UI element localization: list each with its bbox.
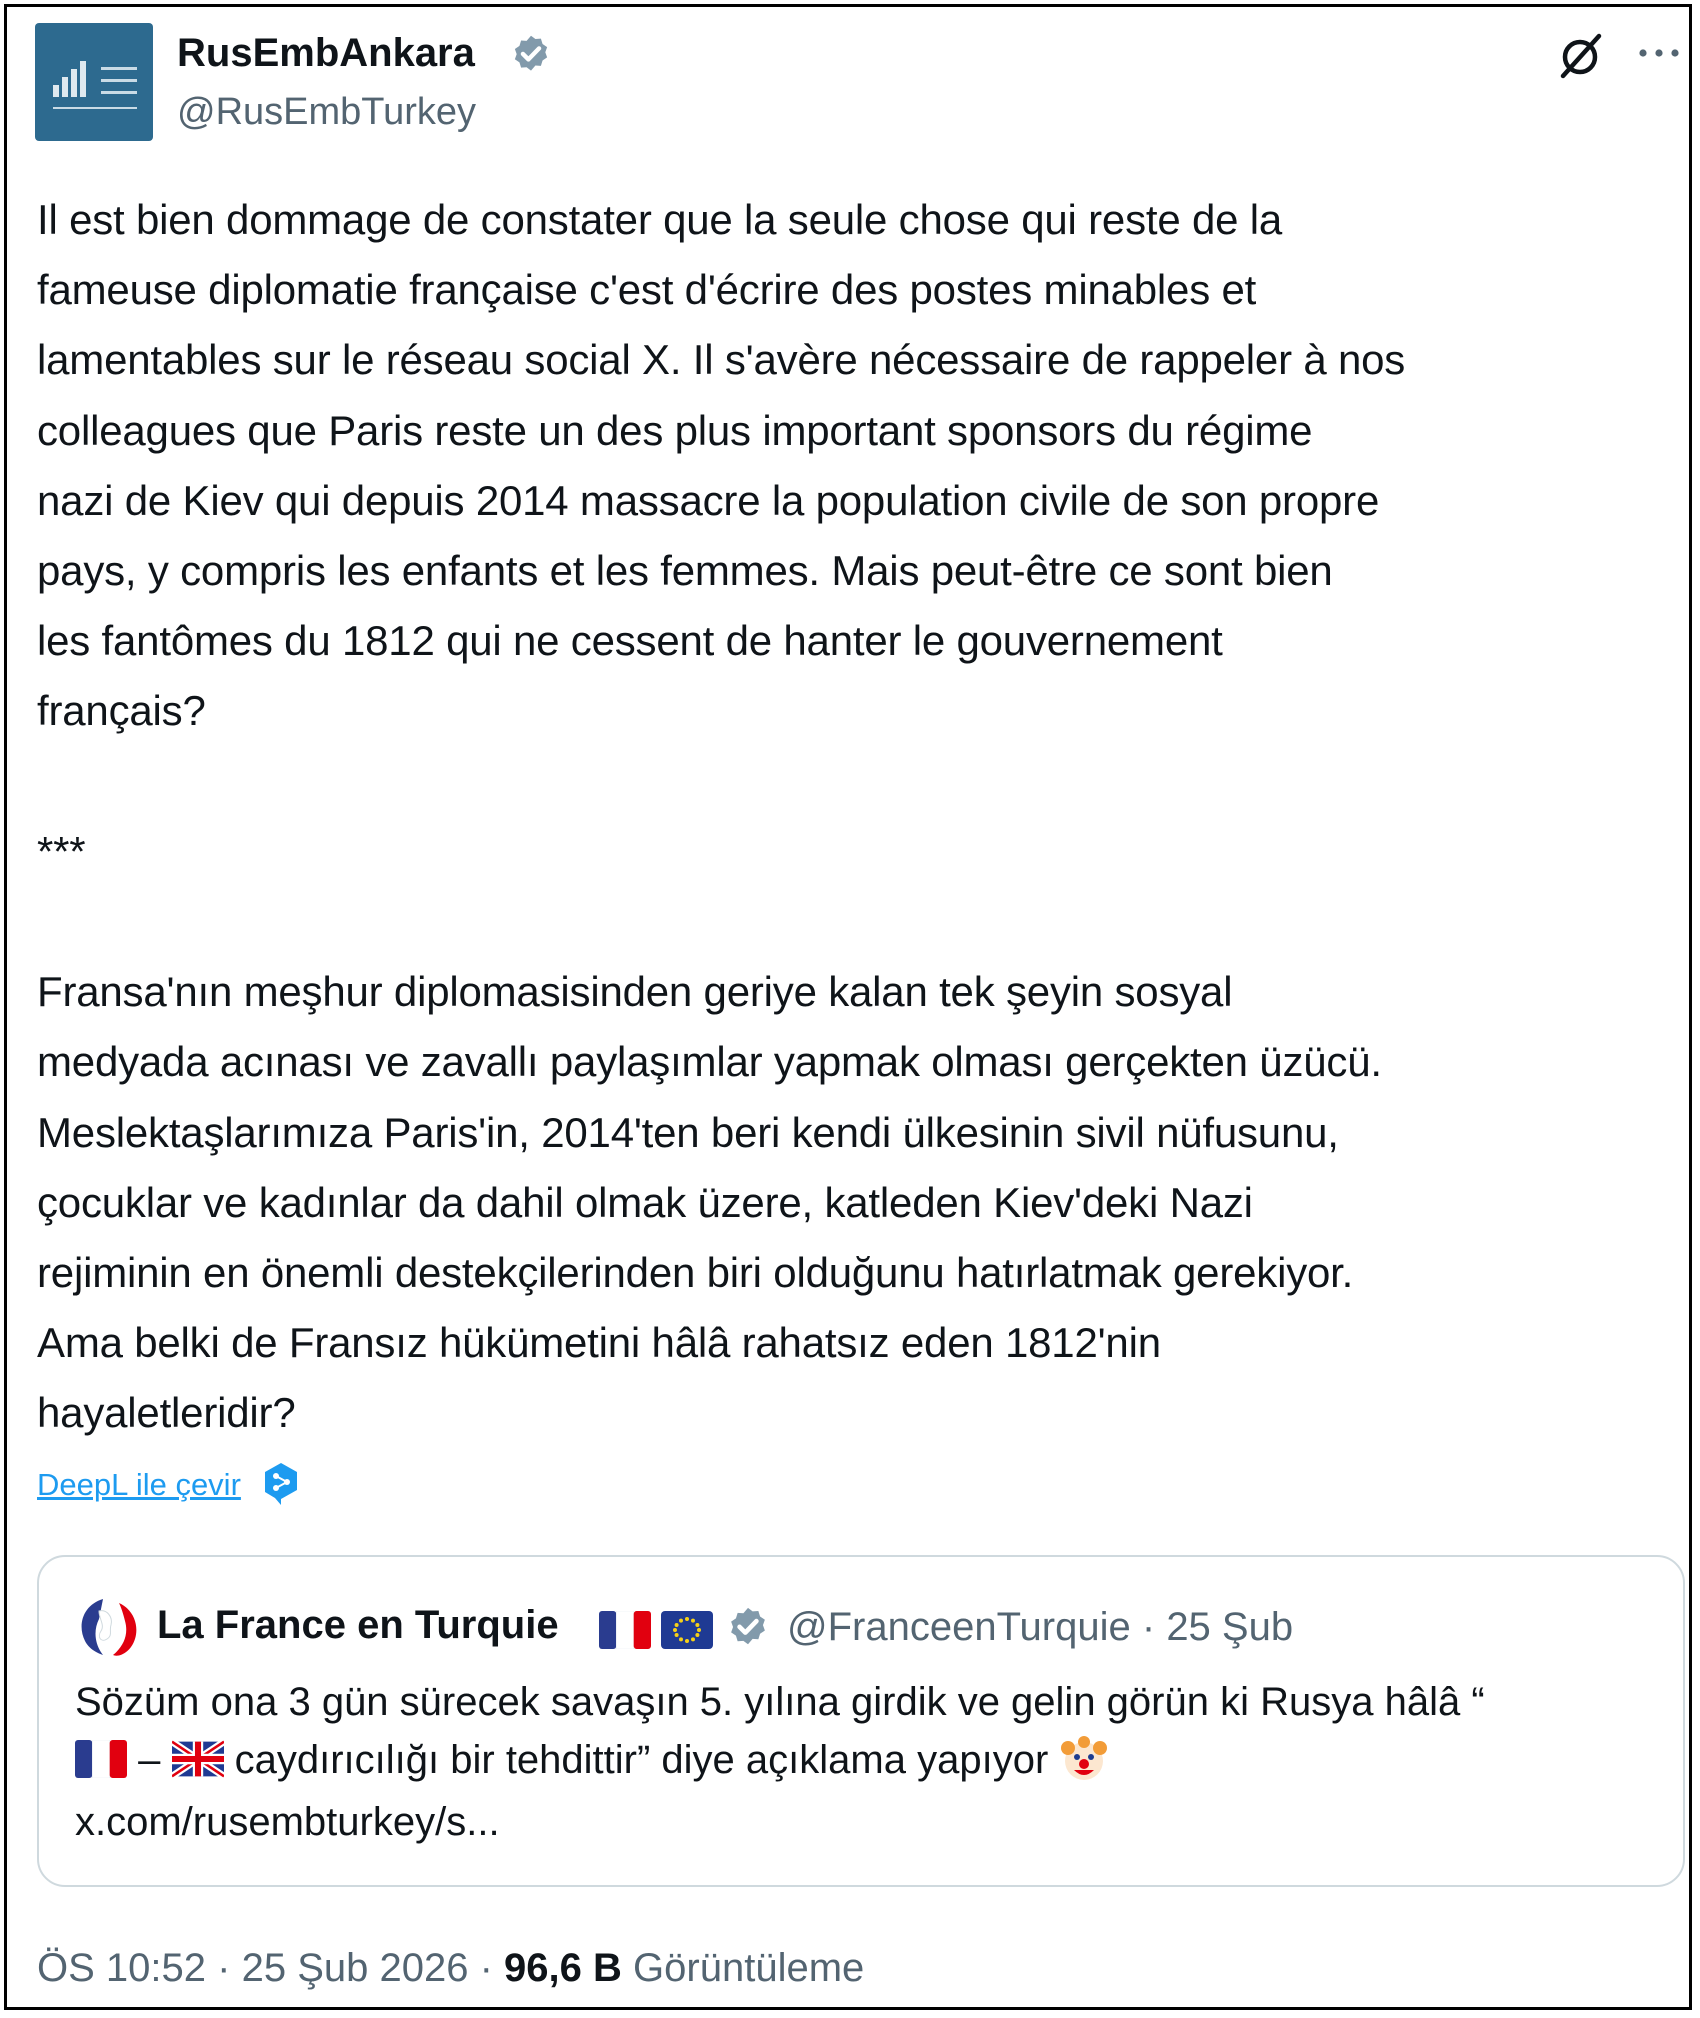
quote-text-line-2-body: caydırıcılığı bir tehdittir” diye açıklama yapıyor [234, 1738, 1049, 1782]
deepl-icon[interactable] [261, 1461, 301, 1505]
footer-separator: · [479, 1946, 493, 1990]
eu-flag-icon [661, 1611, 713, 1649]
author-display-name[interactable]: RusEmbAnkara [177, 31, 475, 75]
france-flag-icon [75, 1740, 127, 1778]
footer-separator: · [217, 1946, 231, 1990]
quote-handle[interactable]: @FranceenTurquie [787, 1605, 1131, 1649]
tweet-text: Il est bien dommage de constater que la seule chose qui reste de la fameuse diplomatie française c'est d'écrire des postes minables et lamentables sur le réseau social X. Il s'avère nécessaire de rappeler à nos colleagues que Paris reste un des plus important sponsors du régime nazi de Kiev qui depuis 2014 massacre la population civile de son propre pays, y compris les enfants et les femmes. Mais peut-être ce sont bien les fantômes du 1812 qui ne cessent de hanter le gouvernement français? *** Fransa'nın meşhur diplomasisinden geriye kalan tek şeyin sosyal medyada acınası ve zavallı paylaşımlar yapmak olması gerçekten üzücü. Meslektaşlarımıza Paris'in, 2014'ten beri kendi ülkesinin sivil nüfusunu, çocuklar ve kadınlar da dahil olmak üzere, katleden Kiev'deki Nazi rejiminin en önemli destekçilerinden biri olduğunu hatırlatmak gerekiyor. Ama belki de Fransız hükümetini hâlâ rahatsız eden 1812'nin hayaletleridir? [37, 196, 1406, 1437]
clown-face-emoji [1059, 1734, 1109, 1784]
quote-separator: · [1141, 1605, 1156, 1649]
france-flag-icon [599, 1611, 651, 1649]
tweet-time[interactable]: ÖS 10:52 [37, 1946, 207, 1990]
quote-date[interactable]: 25 Şub [1166, 1605, 1294, 1649]
tweet-card [4, 4, 1692, 2010]
view-label: Görüntüleme [633, 1946, 865, 1990]
tweet-date[interactable]: 25 Şub 2026 [241, 1946, 469, 1990]
uk-flag-icon [172, 1740, 224, 1778]
grok-icon[interactable] [1555, 31, 1605, 81]
quote-dash: – [138, 1738, 161, 1782]
quote-verified-badge-icon[interactable] [725, 1605, 771, 1651]
quote-text-line-2 [75, 1731, 1109, 1789]
deepl-translate-link[interactable]: DeepL ile çevir [37, 1467, 241, 1502]
avatar-logo-icon [53, 61, 95, 97]
quote-link[interactable]: x.com/rusembturkey/s... [75, 1800, 500, 1844]
view-count: 96,6 B [504, 1946, 622, 1990]
more-options-icon[interactable] [1635, 43, 1683, 63]
quote-display-name[interactable]: La France en Turquie [157, 1603, 559, 1647]
quote-avatar-marianne-logo[interactable] [73, 1595, 145, 1659]
author-handle[interactable]: @RusEmbTurkey [177, 91, 477, 133]
verified-badge-icon[interactable] [509, 33, 553, 77]
tweet-footer [37, 1943, 864, 1993]
author-avatar[interactable] [35, 23, 153, 141]
quoted-tweet[interactable] [37, 1555, 1685, 1887]
quote-text-line-1: Sözüm ona 3 gün sürecek savaşın 5. yılına girdik ve gelin görün ki Rusya hâlâ “ [75, 1680, 1485, 1724]
quote-meta [787, 1601, 1293, 1653]
